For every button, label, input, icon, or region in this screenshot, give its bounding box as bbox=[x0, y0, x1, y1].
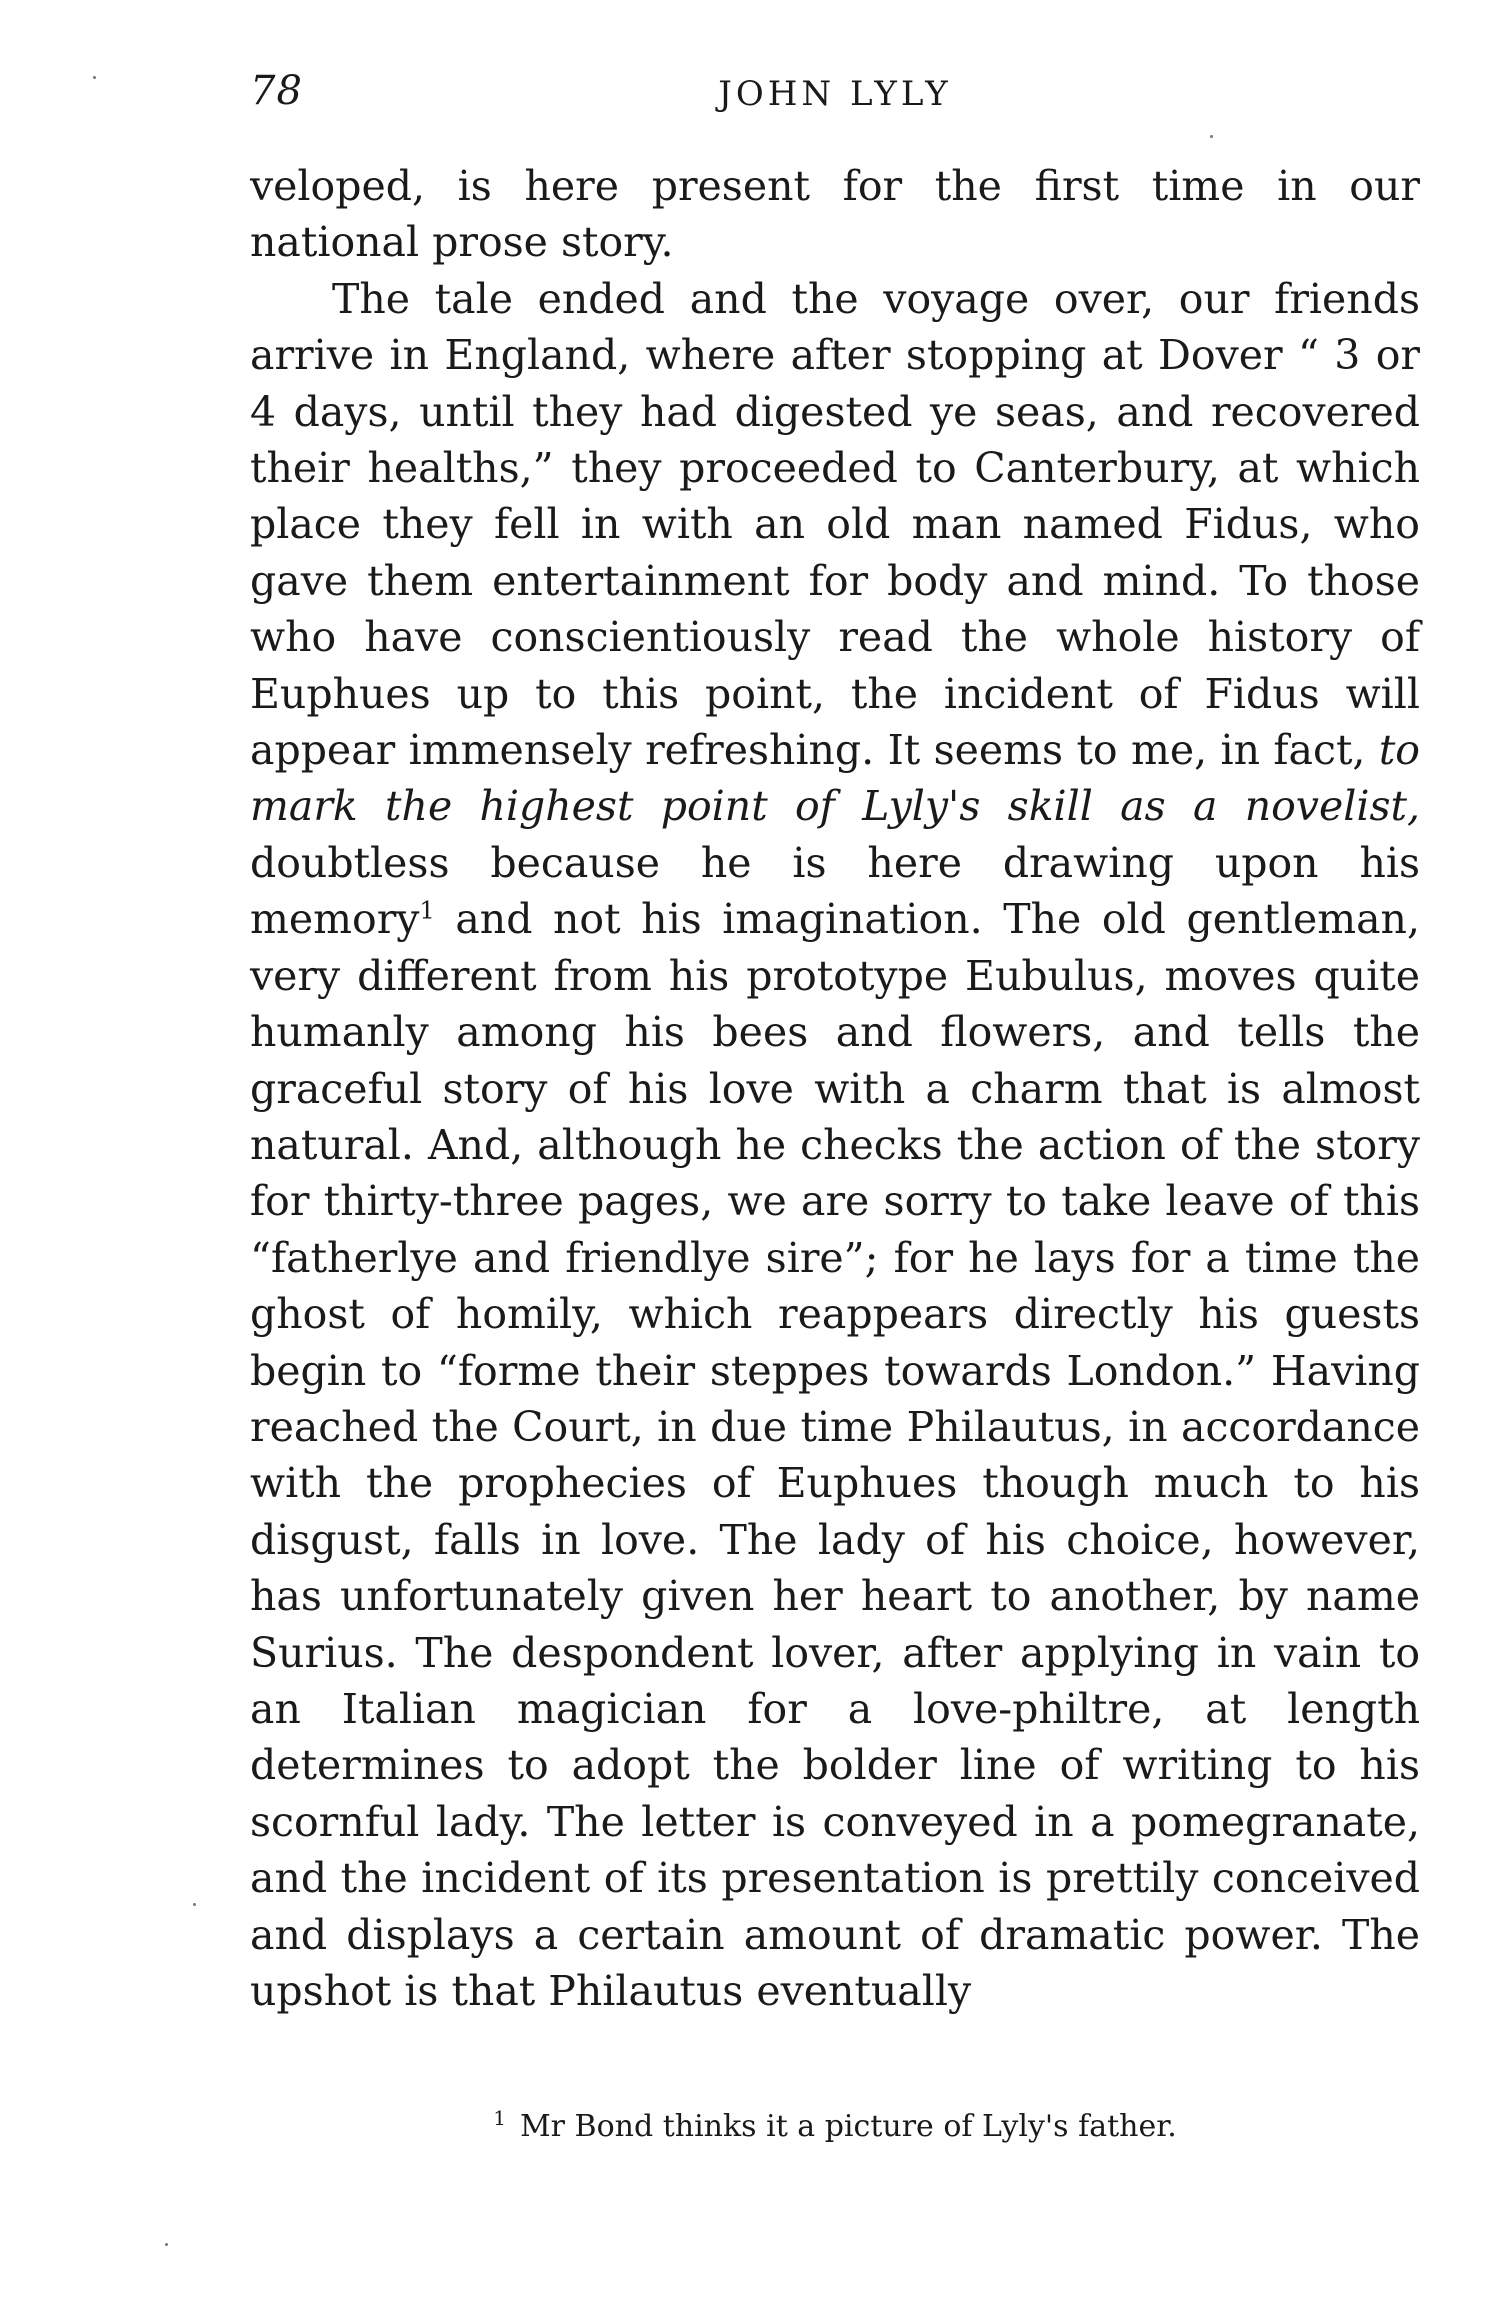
page-header bbox=[250, 68, 1420, 128]
paragraph-main-part-c: and not his imagination. The old gentleman, very different from his prototype Eubulus, moves quite humanly among his bees and flowers, and tells the graceful story of his love with a charm that is almost natural. And, although he checks the action of the story for thirty-three pages, we are sorry to take leave of this “fatherlye and friendlye sire”; for he lays for a time the ghost of homily, which reappears directly his guests begin to “forme their steppes towards London.” Having reached the Court, in due time Philautus, in accordance with the prophecies of Euphues though much to his disgust, falls in love. The lady of his choice, however, has unfortunately given her heart to another, by name Surius. The despondent lover, after applying in vain to an Italian magician for a love-philtre, at length determines to adopt the bolder line of writing to his scornful lady. The letter is conveyed in a pomegranate, and the incident of its presentation is prettily conceived and displays a certain amount of dramatic power. The upshot is that Philautus eventually bbox=[250, 895, 1420, 2015]
paragraph-main-italic: to mark the highest point of Lyly's skill as a novelist, bbox=[250, 726, 1420, 831]
running-title: JOHN LYLY bbox=[718, 74, 952, 114]
footnote-text: Mr Bond thinks it a picture of Lyly's father. bbox=[519, 2109, 1177, 2144]
footnote-reference: 1 bbox=[419, 896, 435, 925]
paragraph-continuation: veloped, is here present for the first time in our national prose story. bbox=[250, 162, 1420, 267]
paragraph-main-part-a: The tale ended and the voyage over, our friends arrive in England, where after stopping at Dover “ 3 or 4 days, until they had digested ye seas, and recovered their healths,” they proceeded to Canterbury, at which place they fell in with an old man named Fidus, who gave them entertainment for body and mind. To those who have conscientiously read the whole history of Euphues up to this point, the incident of Fidus will appear immensely refreshing. It seems to me, in fact, bbox=[250, 274, 1420, 775]
page-number: 78 bbox=[250, 68, 303, 114]
scan-speck bbox=[193, 1903, 196, 1906]
paragraph-main-part-b: doubtless because he is here drawing upon his memory bbox=[250, 838, 1420, 944]
scan-speck bbox=[93, 76, 96, 79]
scan-speck bbox=[1210, 135, 1213, 138]
paragraph-main bbox=[250, 271, 1420, 2020]
footnote bbox=[250, 2106, 1420, 2144]
scan-speck bbox=[165, 2243, 168, 2246]
body-text bbox=[250, 158, 1420, 2019]
footnote-marker: 1 bbox=[493, 2106, 506, 2130]
